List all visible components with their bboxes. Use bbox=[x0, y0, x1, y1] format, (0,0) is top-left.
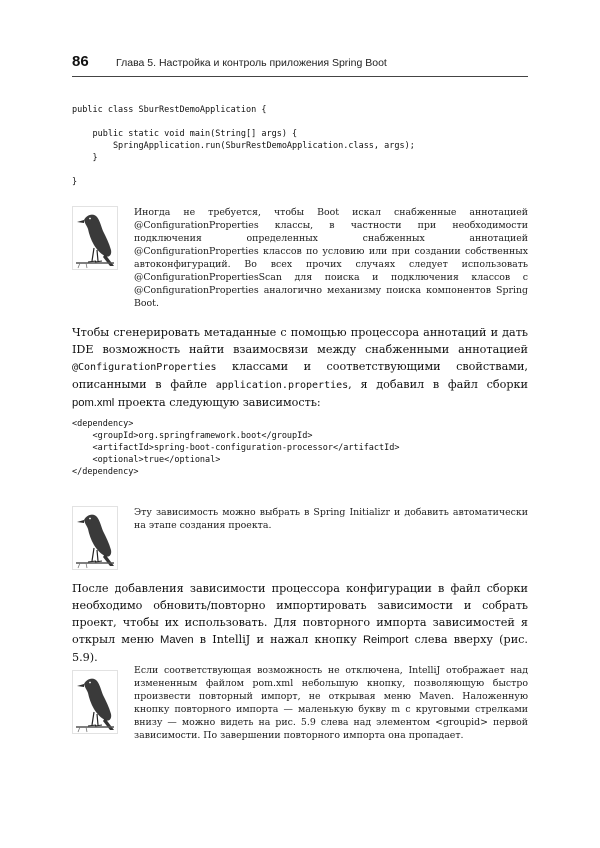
code-line: <groupId>org.springframework.boot</groupId> bbox=[72, 431, 313, 441]
code-line: </dependency> bbox=[72, 467, 139, 477]
paragraph-text: Чтобы сгенерировать метаданные с помощью процессора аннотаций и дать IDE возможность найти взаимосвязи между снабженными аннотацией bbox=[72, 326, 528, 356]
code-block-dependency bbox=[72, 418, 400, 478]
inline-filename: pom.xml bbox=[72, 397, 115, 409]
note-text: Если соответствующая возможность не отключена, IntelliJ отображает над измененным файлом pom.xml небольшую кнопку, позволяющую быстро произвести повторный импорт, не открывая меню Maven. Наложенную кнопку повторного импорта — маленькую букву m с круговыми стрелками внизу — можно видеть на рис. 5.9 слева над элементом <groupid> первой зависимости. По завершении повторного импорта она пропадает. bbox=[134, 665, 528, 741]
paragraph-reimport bbox=[72, 580, 528, 666]
chapter-title: Глава 5. Настройка и контроль приложения Spring Boot bbox=[116, 57, 387, 69]
paragraph-text: , я добавил в файл сборки bbox=[348, 378, 529, 391]
note-box-initializr bbox=[72, 506, 528, 570]
code-line: <artifactId>spring-boot-configuration-processor</artifactId> bbox=[72, 443, 400, 453]
note-box-scan bbox=[72, 206, 528, 309]
running-header bbox=[72, 54, 528, 77]
crow-note-icon bbox=[72, 206, 118, 270]
paragraph-metadata bbox=[72, 324, 528, 412]
code-line: public class SburRestDemoApplication { bbox=[72, 105, 267, 115]
note-box-intellij bbox=[72, 664, 528, 760]
code-block-application-class bbox=[72, 104, 415, 188]
note-text: Эту зависимость можно выбрать в Spring Initializr и добавить автоматически на этапе создания проекта. bbox=[134, 507, 528, 531]
code-line: <dependency> bbox=[72, 419, 134, 429]
code-line: } bbox=[72, 177, 78, 187]
paragraph-text: классами и соответствующими свойствами, описанными в файле bbox=[72, 360, 528, 391]
paragraph-text: в IntelliJ и нажал кнопку bbox=[193, 633, 363, 646]
paragraph-text: слева вверху (рис. 5.9). bbox=[72, 633, 528, 664]
crow-note-icon bbox=[72, 506, 118, 570]
ui-term: Reimport bbox=[362, 634, 409, 646]
code-line: SpringApplication.run(SburRestDemoApplication.class, args); bbox=[72, 141, 415, 151]
ui-term: Maven bbox=[160, 634, 194, 646]
page-number: 86 bbox=[72, 53, 89, 70]
crow-note-icon bbox=[72, 670, 118, 734]
code-line: public static void main(String[] args) { bbox=[72, 129, 298, 139]
code-line: } bbox=[72, 153, 98, 163]
inline-code: application.properties bbox=[215, 380, 349, 391]
code-line: <optional>true</optional> bbox=[72, 455, 221, 465]
note-text: Иногда не требуется, чтобы Boot искал снабженные аннотацией @ConfigurationProperties классы, в частности при необходимости подключения определенных снабженных аннотацией @ConfigurationProperties классов по условию или при создании собственных автоконфигураций. Во всех прочих случаях следует использовать @ConfigurationPropertiesScan для поиска и подключения классов с @ConfigurationProperties аналогично механизму поиска компонентов Spring Boot. bbox=[134, 207, 528, 309]
paragraph-text: проекта следующую зависимость: bbox=[114, 396, 321, 409]
inline-code: @ConfigurationProperties bbox=[72, 362, 217, 373]
paragraph-text: После добавления зависимости процессора конфигурации в файл сборки необходимо обновить/повторно импортировать зависимости и собрать проект, чтобы их использовать. Для повторного импорта зависимостей я открыл меню bbox=[72, 582, 528, 646]
